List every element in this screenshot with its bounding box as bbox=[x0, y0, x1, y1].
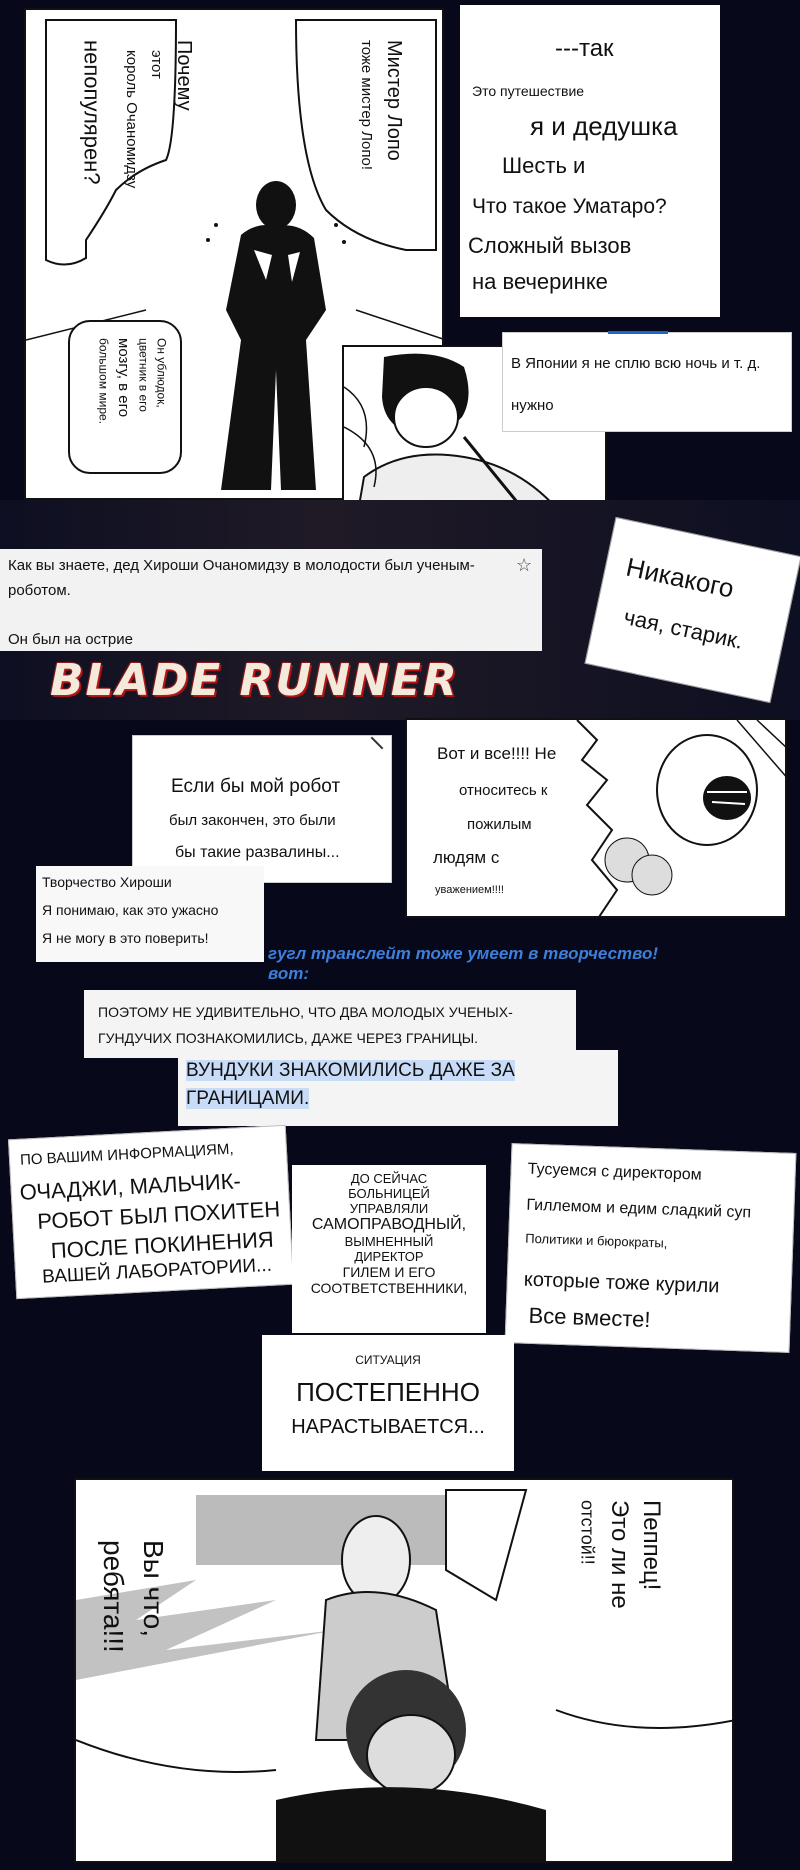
tak-line5: Что такое Уматаро? bbox=[472, 195, 667, 218]
vot-line1: Вот и все!!!! Не bbox=[437, 744, 557, 763]
vot-line4: людям с bbox=[433, 848, 500, 867]
final-right-col3: отстой!! bbox=[577, 1500, 598, 1565]
director-line2: Гиллемом и едим сладкий суп bbox=[526, 1196, 752, 1222]
tvor-line1: Творчество Хироши bbox=[42, 874, 172, 890]
vot-line3: пожилым bbox=[467, 816, 532, 833]
lopo-text-col1: Мистер Лопо bbox=[383, 40, 405, 161]
final-right-col1: Пеппец! bbox=[638, 1500, 665, 1591]
hospital-line2: БОЛЬНИЦЕЙ bbox=[348, 1186, 430, 1201]
director-line3: Политики и бюрократы, bbox=[525, 1230, 668, 1251]
director-line1: Тусуемся с директором bbox=[527, 1160, 702, 1184]
hospital-line8: СООТВЕТСТВЕННИКИ, bbox=[310, 1280, 468, 1296]
lopo-text-col5: король Очаномидзу bbox=[122, 50, 140, 189]
card-japan bbox=[502, 332, 792, 432]
card-hospital bbox=[292, 1165, 486, 1333]
card-tak bbox=[460, 5, 720, 317]
hospital-line3: УПРАВЛЯЛИ bbox=[349, 1201, 429, 1216]
info-line3: РОБОТ БЫЛ ПОХИТЕН bbox=[36, 1196, 281, 1234]
info-line2: ОЧАДЖИ, МАЛЬЧИК- bbox=[19, 1168, 242, 1205]
card-tvorchestvo bbox=[36, 866, 264, 962]
tvor-line2: Я понимаю, как это ужасно bbox=[42, 902, 219, 918]
tea-line1: Никакого bbox=[623, 551, 737, 604]
hiroshi-line1: Как вы знаете, дед Хироши Очаномидзу в молодости был ученым- bbox=[8, 557, 475, 574]
manga-panel-final bbox=[74, 1478, 734, 1863]
final-left-col1: Вы что, bbox=[138, 1540, 169, 1638]
hospital-line6: ДИРЕКТОР bbox=[354, 1249, 424, 1264]
tak-line7: на вечеринке bbox=[472, 269, 608, 294]
tea-line2: чая, старик. bbox=[621, 604, 746, 654]
situation-line1: СИТУАЦИЯ bbox=[355, 1353, 421, 1367]
blue-note-line1: гугл транслейт тоже умеет в творчество! bbox=[268, 944, 659, 963]
lopo-small-col3: мозгу, в его bbox=[115, 338, 132, 418]
poetomu-line1: ПОЭТОМУ НЕ УДИВИТЕЛЬНО, ЧТО ДВА МОЛОДЫХ УЧЕНЫХ- bbox=[98, 1004, 513, 1020]
hospital-line5: ВЫМНЕННЫЙ bbox=[344, 1234, 434, 1249]
final-right-col2: Это ли не bbox=[606, 1500, 633, 1609]
card-director bbox=[505, 1143, 797, 1353]
lopo-text-col2: тоже мистер Лопо! bbox=[357, 40, 375, 170]
lopo-small-col4: большом мире. bbox=[96, 338, 111, 425]
tak-line4: Шесть и bbox=[502, 153, 586, 178]
card-hiroshi bbox=[0, 549, 542, 651]
card-situation bbox=[262, 1335, 514, 1471]
manga-panel-vot bbox=[405, 718, 787, 918]
hospital-line7: ГИЛЕМ И ЕГО bbox=[342, 1264, 436, 1280]
robot-corner-mark bbox=[371, 737, 384, 750]
hiroshi-line2: роботом. bbox=[8, 582, 71, 599]
card-vunduki bbox=[178, 1050, 618, 1126]
hospital-line4: САМОПРАВОДНЫЙ, bbox=[311, 1216, 467, 1233]
japan-line2: нужно bbox=[511, 397, 554, 414]
lopo-text-col3: Почему bbox=[173, 40, 195, 111]
card-info bbox=[8, 1125, 294, 1299]
robot-line3: бы такие развалины... bbox=[175, 844, 340, 861]
info-line5: ВАШЕЙ ЛАБОРАТОРИИ... bbox=[41, 1254, 273, 1288]
robot-line1: Если бы мой робот bbox=[171, 776, 341, 797]
info-line1: ПО ВАШИМ ИНФОРМАЦИЯМ, bbox=[19, 1140, 234, 1169]
japan-line1: В Японии я не сплю всю ночь и т. д. bbox=[511, 355, 761, 372]
poetomu-line2: ГУНДУЧИХ ПОЗНАКОМИЛИСЬ, ДАЖЕ ЧЕРЕЗ ГРАНИЦЫ. bbox=[98, 1030, 479, 1046]
lopo-small-col2: цветник в его bbox=[136, 338, 151, 412]
lopo-text-col4: этот bbox=[147, 50, 165, 79]
blue-note-line2: вот: bbox=[268, 964, 310, 983]
vunduki-line2 bbox=[186, 1088, 309, 1110]
tak-line3: я и дедушка bbox=[530, 111, 678, 141]
lopo-text-col6: непопулярен? bbox=[79, 40, 105, 185]
tak-line1: ---так bbox=[555, 35, 614, 62]
final-left-col2: ребята!!! bbox=[98, 1540, 129, 1653]
tak-line2: Это путешествие bbox=[472, 83, 585, 99]
tak-line6: Сложный вызов bbox=[468, 233, 632, 258]
tvor-line3: Я не могу в это поверить! bbox=[42, 930, 209, 946]
situation-line2: ПОСТЕПЕННО bbox=[296, 1377, 480, 1407]
card-japan-accent bbox=[608, 331, 668, 334]
director-line5: Все вместе! bbox=[528, 1302, 651, 1333]
vunduki-selection1: ВУНДУКИ ЗНАКОМИЛИСЬ ДАЖЕ ЗА bbox=[186, 1060, 515, 1081]
situation-line3: НАРАСТЫВАЕТСЯ... bbox=[291, 1416, 485, 1438]
vot-line2: относитесь к bbox=[459, 782, 548, 799]
blade-runner-title: BLADE RUNNER bbox=[50, 655, 459, 706]
vunduki-selection2: ГРАНИЦАМИ. bbox=[186, 1088, 310, 1109]
director-line4: которые тоже курили bbox=[523, 1268, 720, 1298]
info-line4: ПОСЛЕ ПОКИНЕНИЯ bbox=[50, 1226, 275, 1264]
card-robot bbox=[132, 735, 392, 883]
hiroshi-line3: Он был на острие bbox=[8, 631, 133, 648]
hospital-line1: ДО СЕЙЧАС bbox=[350, 1171, 428, 1186]
star-icon[interactable]: ☆ bbox=[516, 555, 533, 575]
lopo-small-col1: Он ублюдок, bbox=[154, 338, 169, 408]
robot-line2: был закончен, это были bbox=[169, 812, 336, 829]
vot-line5: уважением!!!! bbox=[435, 884, 504, 896]
vunduki-line1 bbox=[186, 1060, 515, 1082]
card-poetomu bbox=[84, 990, 576, 1058]
